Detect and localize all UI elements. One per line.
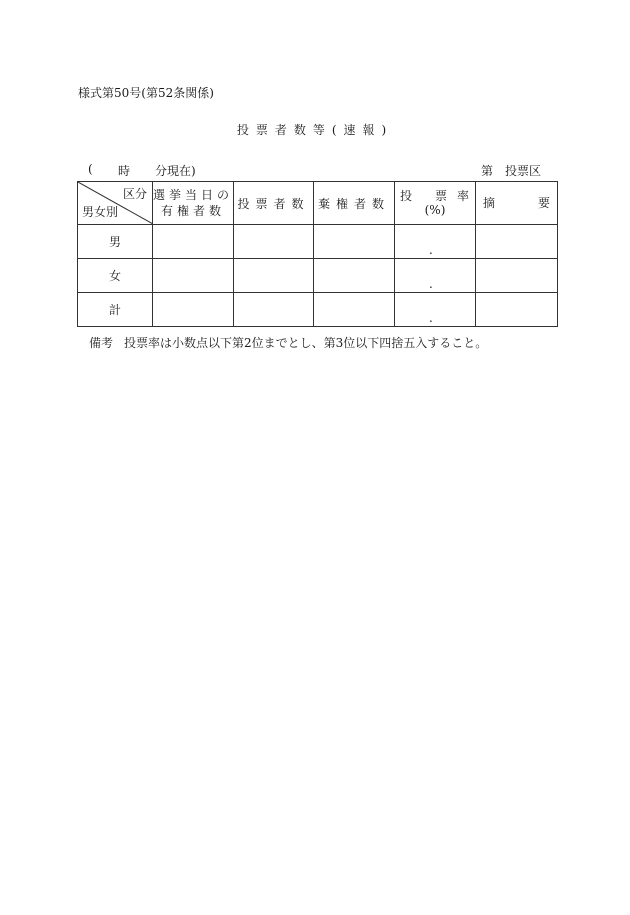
header-rate-char2: 票: [435, 189, 448, 203]
row-label-male: 男: [78, 225, 153, 259]
cell-turnout-rate: [395, 225, 476, 259]
row-label-female: 女: [78, 259, 153, 293]
cell-eligible: [153, 259, 234, 293]
time-minute-now: 分現在): [155, 164, 196, 178]
cell-voters: [234, 293, 314, 327]
header-remarks: [476, 182, 558, 225]
note-text: 投票率は小数点以下第2位までとし、第3位以下四捨五入すること。: [124, 336, 488, 350]
remarks-note: [89, 334, 487, 351]
cell-eligible: [153, 293, 234, 327]
header-remarks-char1: 摘: [483, 196, 496, 210]
header-diagonal-cell: [78, 182, 153, 225]
cell-voters: [234, 225, 314, 259]
cell-abstainers: [314, 259, 395, 293]
time-open-paren: (: [88, 162, 93, 176]
header-eligible-line2: 有権者数: [160, 204, 225, 218]
decimal-point: .: [429, 311, 433, 325]
header-category: 区分: [122, 187, 147, 201]
table-row-male: [78, 225, 558, 259]
table-row-female: [78, 259, 558, 293]
decimal-point: .: [429, 243, 433, 257]
cell-abstainers: [314, 293, 395, 327]
voter-count-table: [77, 181, 558, 327]
row-label-total: 計: [78, 293, 153, 327]
form-number: 様式第50号(第52条関係): [78, 86, 214, 100]
header-remarks-char2: 要: [537, 196, 550, 210]
document-title: 投票者数等(速報): [236, 123, 394, 137]
cell-abstainers: [314, 225, 395, 259]
header-voters: 投票者数: [234, 182, 314, 225]
voting-district: 第 投票区: [481, 164, 542, 178]
cell-remarks: [476, 293, 558, 327]
header-rate-char1: 投: [400, 189, 413, 203]
header-eligible-line1: 選挙当日の: [153, 188, 234, 202]
cell-voters: [234, 259, 314, 293]
header-rate-unit: (%): [424, 203, 446, 217]
header-gender: 男女別: [82, 205, 119, 219]
header-row: [78, 182, 558, 225]
cell-remarks: [476, 225, 558, 259]
cell-remarks: [476, 259, 558, 293]
header-turnout-rate: [395, 182, 476, 225]
header-abstainers: 棄権者数: [314, 182, 395, 225]
note-label: 備考: [89, 336, 114, 350]
header-rate-char3: 率: [456, 189, 469, 203]
header-eligible-voters: [153, 182, 234, 225]
table-row-total: [78, 293, 558, 327]
time-hour: 時: [118, 164, 131, 178]
cell-turnout-rate: [395, 293, 476, 327]
cell-turnout-rate: [395, 259, 476, 293]
decimal-point: .: [429, 277, 433, 291]
cell-eligible: [153, 225, 234, 259]
